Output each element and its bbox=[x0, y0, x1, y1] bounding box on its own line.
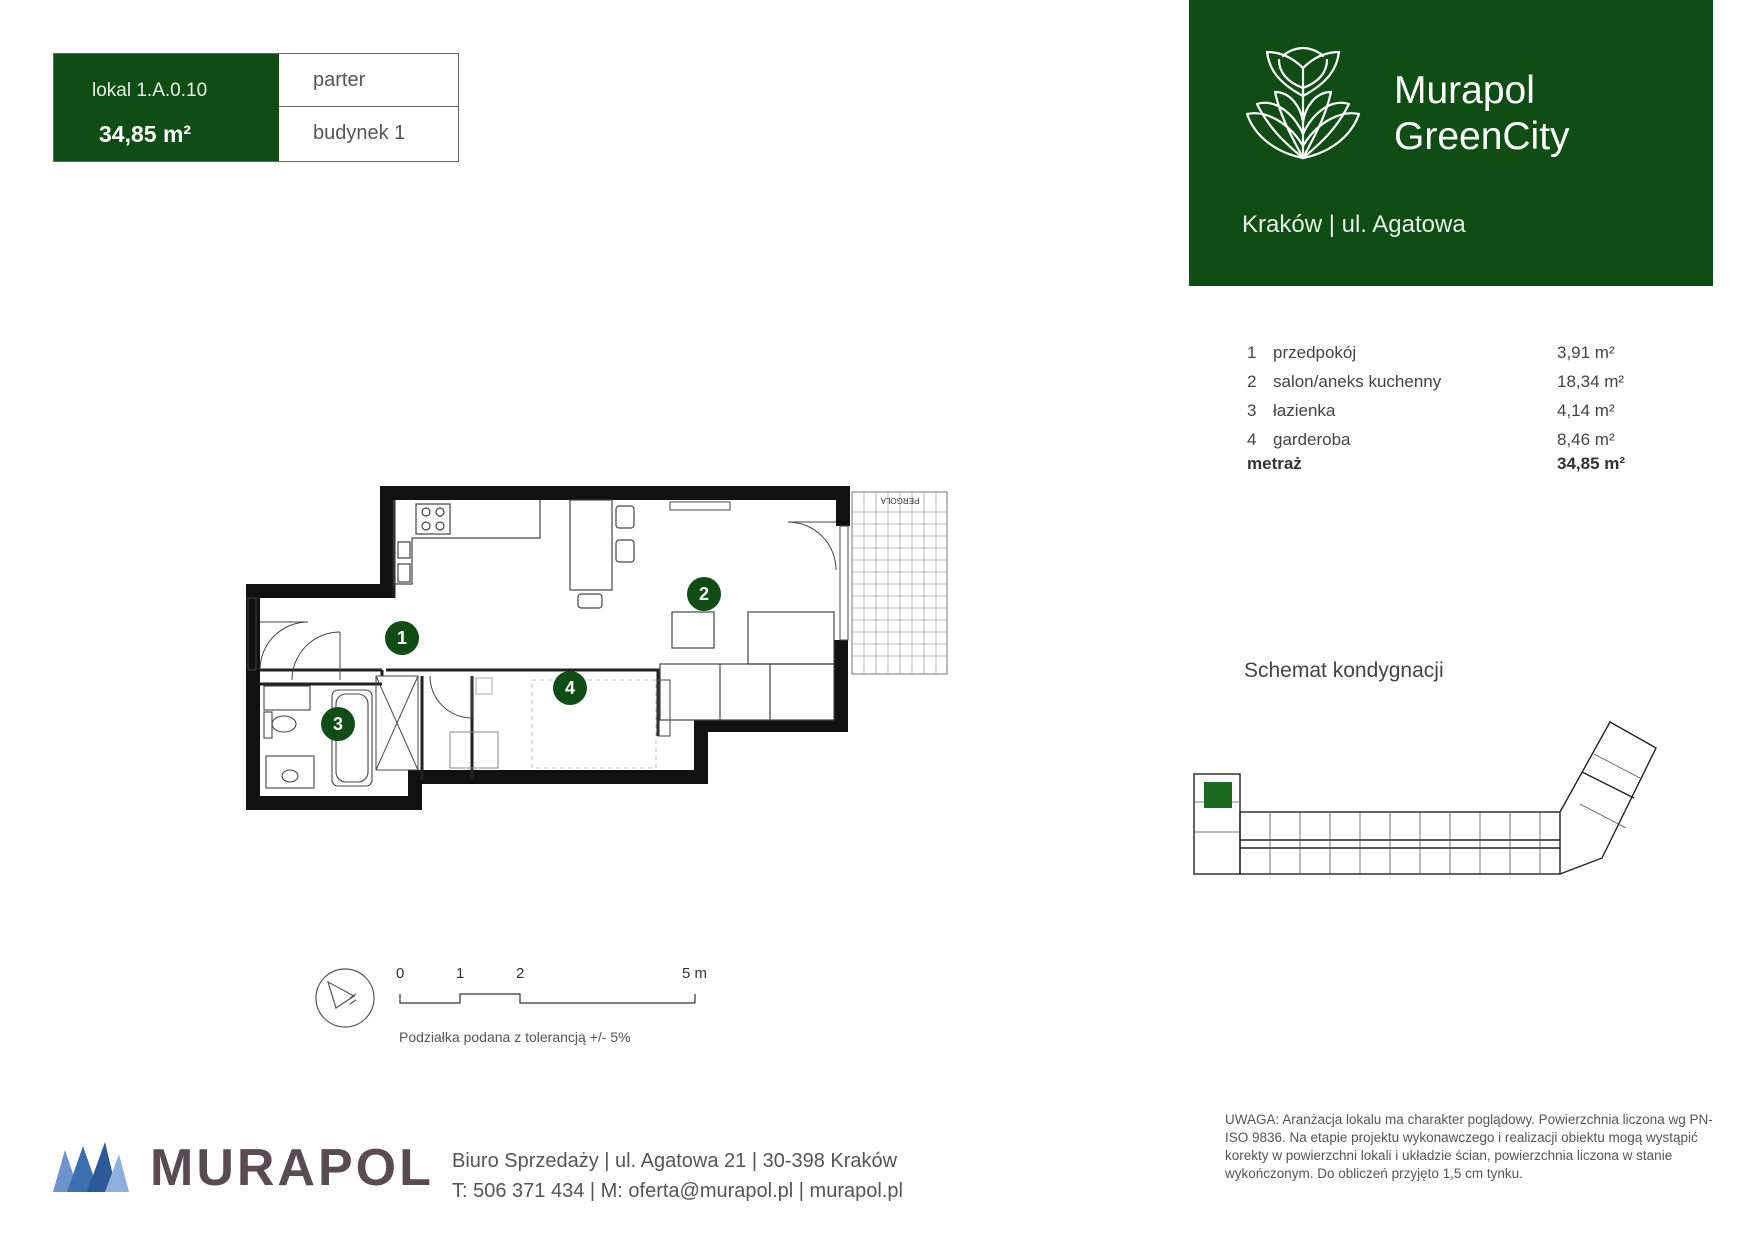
unit-floor: parter bbox=[313, 69, 366, 91]
room-name: łazienka bbox=[1273, 401, 1336, 420]
room-name: przedpokój bbox=[1273, 343, 1357, 362]
svg-text:1: 1 bbox=[396, 628, 408, 648]
tv-unit bbox=[670, 502, 730, 510]
company-name: MURAPOL bbox=[150, 1139, 434, 1197]
room-row bbox=[1247, 430, 1627, 454]
total-area: 34,85 m² bbox=[1557, 454, 1626, 473]
room-row bbox=[1247, 343, 1627, 372]
brand-name bbox=[1394, 68, 1570, 160]
dining-table bbox=[570, 500, 634, 608]
room-row bbox=[1247, 401, 1627, 430]
building-schematic bbox=[1190, 712, 1710, 892]
scale-tick-2: 2 bbox=[516, 965, 525, 982]
room-area: 8,46 m² bbox=[1557, 430, 1615, 449]
room-marker-4 bbox=[553, 671, 587, 705]
scale-tolerance: Podziałka podana z tolerancją +/- 5% bbox=[399, 1029, 631, 1045]
schemat-title: Schemat kondygnacji bbox=[1244, 659, 1444, 682]
svg-text:3: 3 bbox=[332, 714, 344, 734]
entrance-door bbox=[248, 598, 340, 680]
murapol-logo-icon bbox=[53, 1138, 129, 1192]
unit-area: 34,85 m² bbox=[99, 121, 192, 147]
room-marker-2 bbox=[687, 577, 721, 611]
kitchen-counter bbox=[394, 500, 540, 584]
walls bbox=[246, 486, 850, 810]
pergola-grid bbox=[852, 492, 947, 674]
room-area: 3,91 m² bbox=[1557, 343, 1615, 362]
room-number: 2 bbox=[1247, 372, 1257, 391]
brand-panel bbox=[1189, 0, 1713, 286]
room-number: 3 bbox=[1247, 401, 1257, 420]
unit-floor-row bbox=[279, 54, 458, 107]
unit-info-box bbox=[53, 53, 459, 162]
room-name: garderoba bbox=[1273, 430, 1351, 449]
highlighted-unit bbox=[1204, 782, 1232, 808]
room-name: salon/aneks kuchenny bbox=[1273, 372, 1442, 391]
room-markers bbox=[321, 577, 721, 741]
svg-text:4: 4 bbox=[564, 678, 576, 698]
unit-summary bbox=[54, 54, 279, 161]
room-row bbox=[1247, 372, 1627, 401]
svg-text:2: 2 bbox=[698, 584, 710, 604]
disclaimer-note: UWAGA: Aranżacja lokalu ma charakter poglądowy. Powierzchnia liczona wg PN-ISO 9836. Na etapie projektu wykonawczego i realizacji obiektu mogą wystąpić korekty w powierzchni lokali i układzie ścian, powierzchnia liczona w stanie wykończonym. Do obliczeń przyjęto 1,5 cm tynku. bbox=[1225, 1112, 1713, 1181]
scale-tick-1: 1 bbox=[456, 965, 465, 982]
unit-details bbox=[279, 54, 458, 161]
brand-name-line1: Murapol bbox=[1394, 69, 1535, 112]
brand-location: Kraków | ul. Agatowa bbox=[1242, 211, 1466, 238]
tulip-logo-icon bbox=[1243, 46, 1363, 164]
scale-tick-5m: 5 m bbox=[682, 965, 708, 982]
interior-walls bbox=[260, 500, 660, 780]
office-contact: T: 506 371 434 | M: oferta@murapol.pl | murapol.pl bbox=[452, 1180, 903, 1202]
rooms-table bbox=[1247, 343, 1627, 478]
scale-bar bbox=[310, 960, 730, 1030]
brand-name-line2: GreenCity bbox=[1394, 115, 1570, 158]
room-marker-3 bbox=[321, 707, 355, 741]
sales-office bbox=[452, 1146, 903, 1206]
scale-tick-0: 0 bbox=[396, 965, 405, 982]
compass-icon bbox=[316, 969, 374, 1027]
total-label: metraż bbox=[1247, 454, 1302, 473]
room-number: 1 bbox=[1247, 343, 1257, 362]
pergola-label: PERGOLA bbox=[880, 496, 920, 505]
unit-building-row bbox=[279, 107, 458, 160]
unit-label: lokal 1.A.0.10 bbox=[92, 80, 208, 101]
total-row bbox=[1247, 454, 1627, 478]
office-address: Biuro Sprzedaży | ul. Agatowa 21 | 30-398 Kraków bbox=[452, 1150, 898, 1172]
room-number: 4 bbox=[1247, 430, 1257, 449]
sofa bbox=[660, 612, 834, 720]
scale-line bbox=[400, 994, 695, 1003]
wardrobe bbox=[376, 676, 670, 770]
room-area: 18,34 m² bbox=[1557, 372, 1625, 391]
floor-plan bbox=[240, 480, 960, 820]
unit-building: budynek 1 bbox=[313, 122, 406, 144]
room-area: 4,14 m² bbox=[1557, 401, 1615, 420]
balcony-door bbox=[788, 522, 848, 640]
bathroom-fixtures bbox=[264, 686, 372, 788]
room-marker-1 bbox=[385, 621, 419, 655]
